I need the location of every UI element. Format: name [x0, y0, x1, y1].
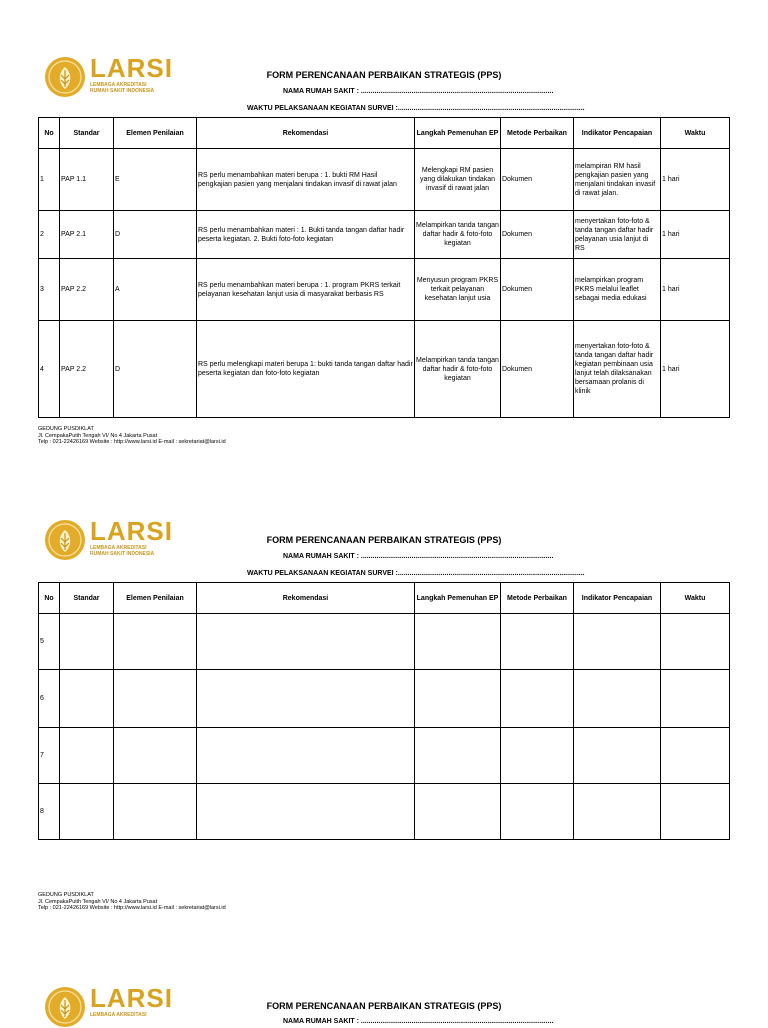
- cell-waktu: [661, 728, 730, 784]
- table-row: [39, 614, 730, 670]
- footer-address: [38, 892, 226, 912]
- cell-waktu: 1 hari: [661, 211, 730, 259]
- header-metode: Metode Perbaikan: [501, 118, 574, 149]
- cell-no: 1: [39, 149, 60, 211]
- form-title: FORM PERENCANAAN PERBAIKAN STRATEGIS (PPS): [266, 535, 502, 545]
- cell-rekomendasi: [197, 614, 415, 670]
- cell-metode: [501, 728, 574, 784]
- cell-langkah: Melampirkan tanda tangan daftar hadir & foto-foto kegiatan: [415, 321, 501, 418]
- header-standar: Standar: [60, 118, 114, 149]
- survey-time-field: WAKTU PELAKSANAAN KEGIATAN SURVEI :................................................................................................: [247, 105, 585, 112]
- header-indikator: Indikator Pencapaian: [574, 583, 661, 614]
- footer-building: GEDUNG PUSDIKLAT: [38, 892, 94, 898]
- logo-wordmark: LARSI: [90, 983, 173, 1013]
- cell-waktu: [661, 670, 730, 728]
- logo-subtitle-1: LEMBAGA AKREDITASI: [90, 1012, 147, 1018]
- cell-langkah: [415, 670, 501, 728]
- cell-indikator: menyertakan foto-foto & tanda tangan daftar hadir kegiatan pembinaan usia lanjut telah dilaksanakan bersamaan prolanis di klinik: [574, 321, 661, 418]
- table-row: [39, 259, 730, 321]
- header-elemen: Elemen Penilaian: [114, 118, 197, 149]
- cell-indikator: [574, 728, 661, 784]
- cell-langkah: [415, 728, 501, 784]
- pps-table: [38, 582, 730, 840]
- cell-metode: Dokumen: [501, 149, 574, 211]
- cell-rekomendasi: RS perlu melengkapi materi berupa 1: bukti tanda tangan daftar hadir peserta kegiatan dan foto-foto kegiatan: [197, 321, 415, 418]
- table-row: [39, 321, 730, 418]
- cell-no: 3: [39, 259, 60, 321]
- cell-elemen: D: [114, 321, 197, 418]
- header-rekomendasi: Rekomendasi: [197, 583, 415, 614]
- cell-standar: [60, 670, 114, 728]
- logo-wordmark: LARSI: [90, 516, 173, 546]
- header-elemen: Elemen Penilaian: [114, 583, 197, 614]
- cell-metode: Dokumen: [501, 211, 574, 259]
- hospital-name-field: NAMA RUMAH SAKIT : ...................................................................................................: [283, 88, 554, 95]
- cell-standar: PAP 2.1: [60, 211, 114, 259]
- cell-rekomendasi: [197, 784, 415, 840]
- cell-indikator: menyertakan foto-foto & tanda tangan daftar hadir pelayanan usia lanjut di RS: [574, 211, 661, 259]
- logo-subtitle-1: LEMBAGA AKREDITASI: [90, 82, 147, 88]
- cell-elemen: [114, 784, 197, 840]
- footer-address: [38, 426, 226, 446]
- cell-elemen: A: [114, 259, 197, 321]
- cell-metode: Dokumen: [501, 259, 574, 321]
- header-indikator: Indikator Pencapaian: [574, 118, 661, 149]
- header-langkah: Langkah Pemenuhan EP: [415, 583, 501, 614]
- cell-elemen: D: [114, 211, 197, 259]
- cell-metode: Dokumen: [501, 321, 574, 418]
- cell-standar: [60, 614, 114, 670]
- cell-standar: [60, 728, 114, 784]
- cell-langkah: Melampirkan tanda tangan daftar hadir & foto-foto kegiatan: [415, 211, 501, 259]
- header-waktu: Waktu: [661, 118, 730, 149]
- cell-waktu: [661, 784, 730, 840]
- cell-standar: [60, 784, 114, 840]
- cell-elemen: [114, 670, 197, 728]
- table-header-row: [39, 583, 730, 614]
- hospital-name-field: NAMA RUMAH SAKIT : ...................................................................................................: [283, 553, 554, 560]
- cell-standar: PAP 2.2: [60, 259, 114, 321]
- survey-time-field: WAKTU PELAKSANAAN KEGIATAN SURVEI :................................................................................................: [247, 570, 585, 577]
- table-header-row: [39, 118, 730, 149]
- table-row: [39, 670, 730, 728]
- cell-langkah: [415, 614, 501, 670]
- footer-contact: Telp : 021-22426169 Website : http://www.larsi.id E-mail : sekretariat@larsi.id: [38, 905, 226, 911]
- cell-rekomendasi: RS perlu menambahkan materi : 1. Bukti tanda tangan daftar hadir peserta kegiatan. 2. Bukti foto-foto kegiatan: [197, 211, 415, 259]
- cell-langkah: Menyusun program PKRS terkait pelayanan kesehatan lanjut usia: [415, 259, 501, 321]
- cell-metode: [501, 670, 574, 728]
- table-row: [39, 784, 730, 840]
- footer-building: GEDUNG PUSDIKLAT: [38, 426, 94, 432]
- cell-rekomendasi: [197, 670, 415, 728]
- cell-elemen: [114, 728, 197, 784]
- cell-indikator: [574, 670, 661, 728]
- header-waktu: Waktu: [661, 583, 730, 614]
- table-row: [39, 211, 730, 259]
- logo-wordmark: LARSI: [90, 53, 173, 83]
- footer-street: Jl. CempakaPutih Tengah VI/ No 4 Jakarta Pusat: [38, 898, 158, 905]
- cell-rekomendasi: [197, 728, 415, 784]
- cell-waktu: [661, 614, 730, 670]
- table-row: [39, 149, 730, 211]
- header-standar: Standar: [60, 583, 114, 614]
- cell-waktu: 1 hari: [661, 321, 730, 418]
- form-title: FORM PERENCANAAN PERBAIKAN STRATEGIS (PPS): [266, 70, 502, 80]
- cell-no: 2: [39, 211, 60, 259]
- form-title: FORM PERENCANAAN PERBAIKAN STRATEGIS (PPS): [266, 1001, 502, 1011]
- cell-metode: [501, 784, 574, 840]
- cell-metode: [501, 614, 574, 670]
- header-no: No: [39, 583, 60, 614]
- logo-subtitle-2: RUMAH SAKIT INDONESIA: [90, 551, 155, 557]
- header-no: No: [39, 118, 60, 149]
- header-langkah: Langkah Pemenuhan EP: [415, 118, 501, 149]
- cell-waktu: 1 hari: [661, 149, 730, 211]
- cell-standar: PAP 2.2: [60, 321, 114, 418]
- cell-waktu: 1 hari: [661, 259, 730, 321]
- hospital-name-field: NAMA RUMAH SAKIT : ...................................................................................................: [283, 1018, 554, 1025]
- cell-indikator: [574, 784, 661, 840]
- cell-no: 6: [39, 670, 60, 728]
- cell-indikator: melampiran RM hasil pengkajian pasien yang menjalani tindakan invasif di rawat jalan.: [574, 149, 661, 211]
- cell-indikator: melampirkan program PKRS melalui leaflet sebagai media edukasi: [574, 259, 661, 321]
- cell-no: 5: [39, 614, 60, 670]
- table-row: [39, 728, 730, 784]
- cell-indikator: [574, 614, 661, 670]
- header-metode: Metode Perbaikan: [501, 583, 574, 614]
- logo-subtitle-2: RUMAH SAKIT INDONESIA: [90, 88, 155, 94]
- cell-standar: PAP 1.1: [60, 149, 114, 211]
- cell-no: 4: [39, 321, 60, 418]
- header-rekomendasi: Rekomendasi: [197, 118, 415, 149]
- cell-langkah: [415, 784, 501, 840]
- logo-subtitle-1: LEMBAGA AKREDITASI: [90, 545, 147, 551]
- pps-table: [38, 117, 730, 418]
- cell-no: 7: [39, 728, 60, 784]
- cell-no: 8: [39, 784, 60, 840]
- cell-elemen: [114, 614, 197, 670]
- footer-street: Jl. CempakaPutih Tengah VI/ No 4 Jakarta Pusat: [38, 432, 158, 439]
- footer-contact: Telp : 021-22426169 Website : http://www.larsi.id E-mail : sekretariat@larsi.id: [38, 439, 226, 445]
- cell-langkah: Melengkapi RM pasien yang dilakukan tindakan invasif di rawat jalan: [415, 149, 501, 211]
- cell-rekomendasi: RS perlu menambahkan materi berupa : 1. program PKRS terkait pelayanan kesehatan lanjut usia di masyarakat berbasis RS: [197, 259, 415, 321]
- cell-elemen: E: [114, 149, 197, 211]
- cell-rekomendasi: RS perlu menambahkan materi berupa : 1. bukti RM Hasil pengkajian pasien yang menjalani tindakan invasif di rawat jalan: [197, 149, 415, 211]
